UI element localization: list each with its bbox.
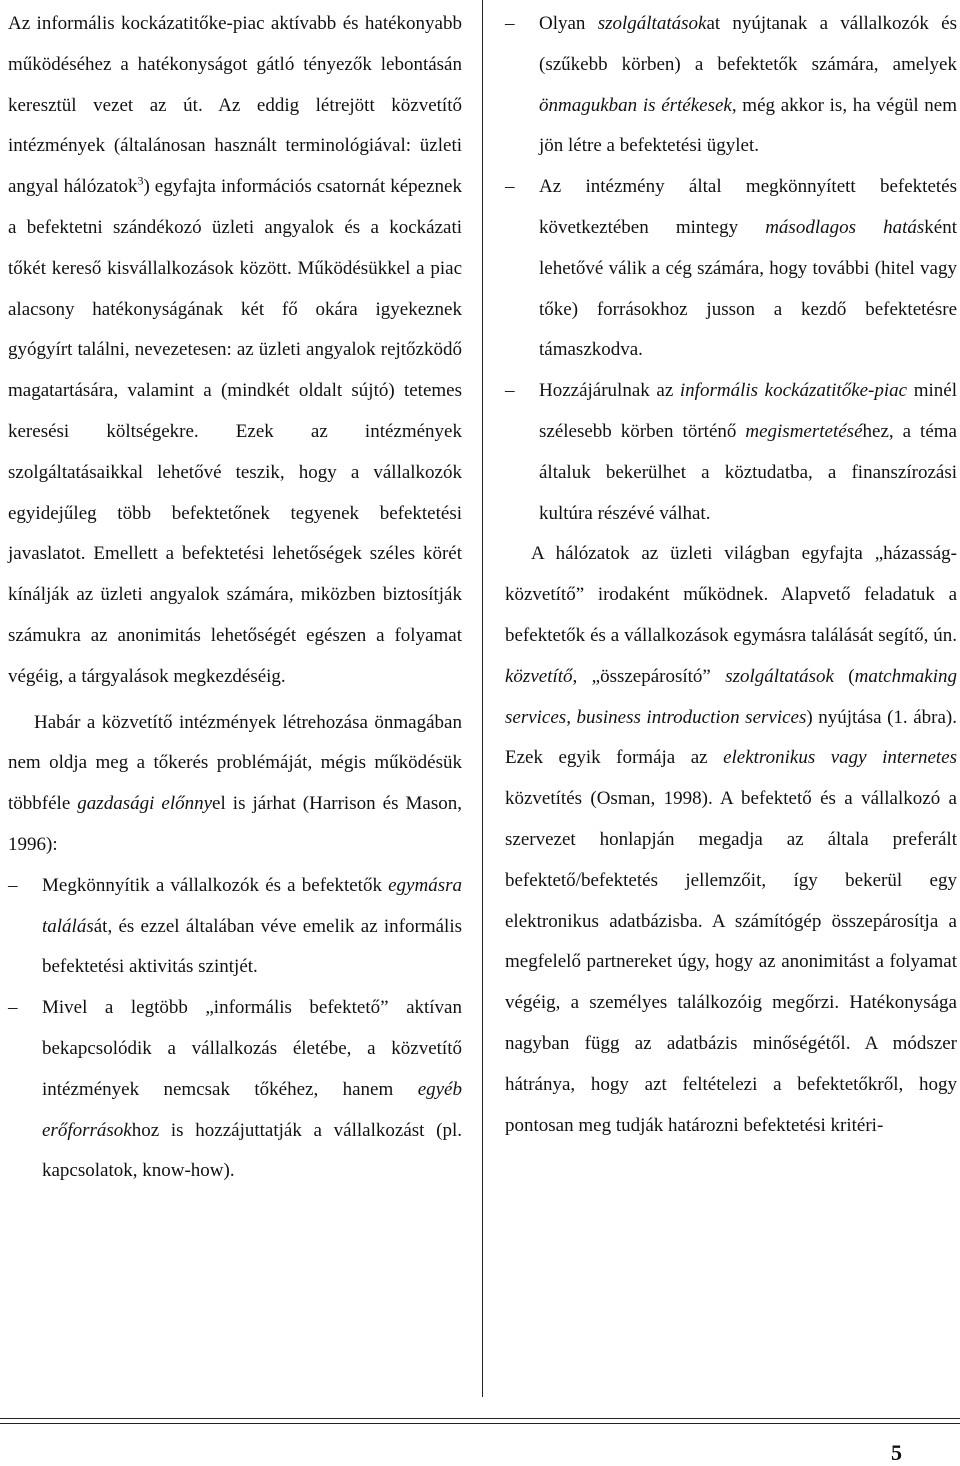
bullet-item-2: – Mivel a legtöbb „informális befektető” aktívan bekapcsolódik a vállalkozás életébe, a közvetítő intézmények nemcsak tőkéhez, hanem egyéb erőforrásokhoz is hozzájuttatják a vállalkozást (pl. kapcsolatok, know-how). xyxy=(8,988,462,1192)
dash-bullet-icon: – xyxy=(8,997,18,1019)
paragraph-2: Habár a közvetítő intézmények létrehozása önmagában nem oldja meg a tőkerés problémáját, mégis működésük többféle gazdasági előnnyel is járhat (Harrison és Mason, 1996): xyxy=(8,711,462,855)
paragraph-3: A hálózatok az üzleti világban egyfajta „házasság-közvetítő” irodaként működnek. Alapvető feladatuk a befektetők és a vállalkozások egymásra találását segítő, ún. közvetítő, „összepárosító” szolgáltatások (matchmaking services, business introduction services) nyújtása (1. ábra). Ezek egyik formája az elektronikus vagy internetes közvetítés (Osman, 1998). A befektető és a vállalkozó a szervezet honlapján megadja az általa preferált befektető/befektetés jellemzőit, így bekerül egy elektronikus adatbázisba. A számítógép összepárosítja a megfelelő partnereket úgy, hogy az anonimitást a folyamat végéig, a személyes találkozóig megőrzi. Hatékonysága nagyban függ az adatbázis minőségétől. A módszer hátránya, hogy azt feltételezi a befektetőkről, hogy pontosan meg tudják határozni befektetési kritéri- xyxy=(505,543,958,1136)
dash-bullet-icon: – xyxy=(505,176,515,198)
column-divider xyxy=(482,0,483,1397)
bullet-item-1: – Megkönnyítik a vállalkozók és a befektetők egymásra találását, és ezzel általában véve emelik az informális befektetési aktivitás szintjét. xyxy=(8,866,462,988)
footer-rule-top xyxy=(0,1418,960,1419)
bullet-item-4: – Az intézmény által megkönnyített befektetés következtében mintegy másodlagos hatásként lehetővé válik a cég számára, hogy további (hitel vagy tőke) forrásokhoz jusson a kezdő befektetésre támaszkodva. xyxy=(505,167,957,371)
dash-bullet-icon: – xyxy=(505,13,515,34)
footnote-ref[interactable]: 3 xyxy=(137,173,144,188)
dash-bullet-icon: – xyxy=(8,874,18,896)
left-column xyxy=(8,4,462,1192)
page-number: 5 xyxy=(891,1440,902,1465)
bullet-item-3: – Olyan szolgáltatásokat nyújtanak a vállalkozók és (szűkebb körben) a befektetők számára, amelyek önmagukban is értékesek, még akkor is, ha végül nem jön létre a befektetési ügylet. xyxy=(505,4,957,167)
paragraph-1: Az informális kockázatitőke-piac aktívabb és hatékonyabb működéséhez a hatékonyságot gátló tényezők lebontásán keresztül vezet az út. Az eddig létrejött közvetítő intézmények (általánosan használt terminológiával: üzleti angyal hálózatok$^3$) egyfajta információs csatornát képeznek a befektetni szándékozó üzleti angyalok és a kockázati tőkét kereső kisvállalkozások között. Működésükkel a piac alacsony hatékonyságának két fő okára igyekeznek gyógyírt találni, nevezetesen: az üzleti angyalok rejtőzködő magatartására, valamint a (mindkét oldalt sújtó) tetemes keresési költségekre. Ezek az intézmények szolgáltatásaikkal lehetővé teszik, hogy a vállalkozók egyidejűleg több befektetőnek tegyenek befektetési javaslatot. Emellett a befektetési lehetőségek széles körét kínálják az üzleti angyalok számára, miközben biztosítják számukra az anonimitás lehetőségét egészen a folyamat végéig, a tárgyalások megkezdéséig. xyxy=(8,13,462,687)
footer-rule-bottom xyxy=(0,1423,960,1424)
dash-bullet-icon: – xyxy=(505,380,515,402)
right-column xyxy=(505,4,957,1146)
bullet-item-5: – Hozzájárulnak az informális kockázatitőke-piac minél szélesebb körben történő megismertetéséhez, a téma általuk bekerülhet a köztudatba, a finanszírozási kultúra részévé válhat. xyxy=(505,371,957,534)
